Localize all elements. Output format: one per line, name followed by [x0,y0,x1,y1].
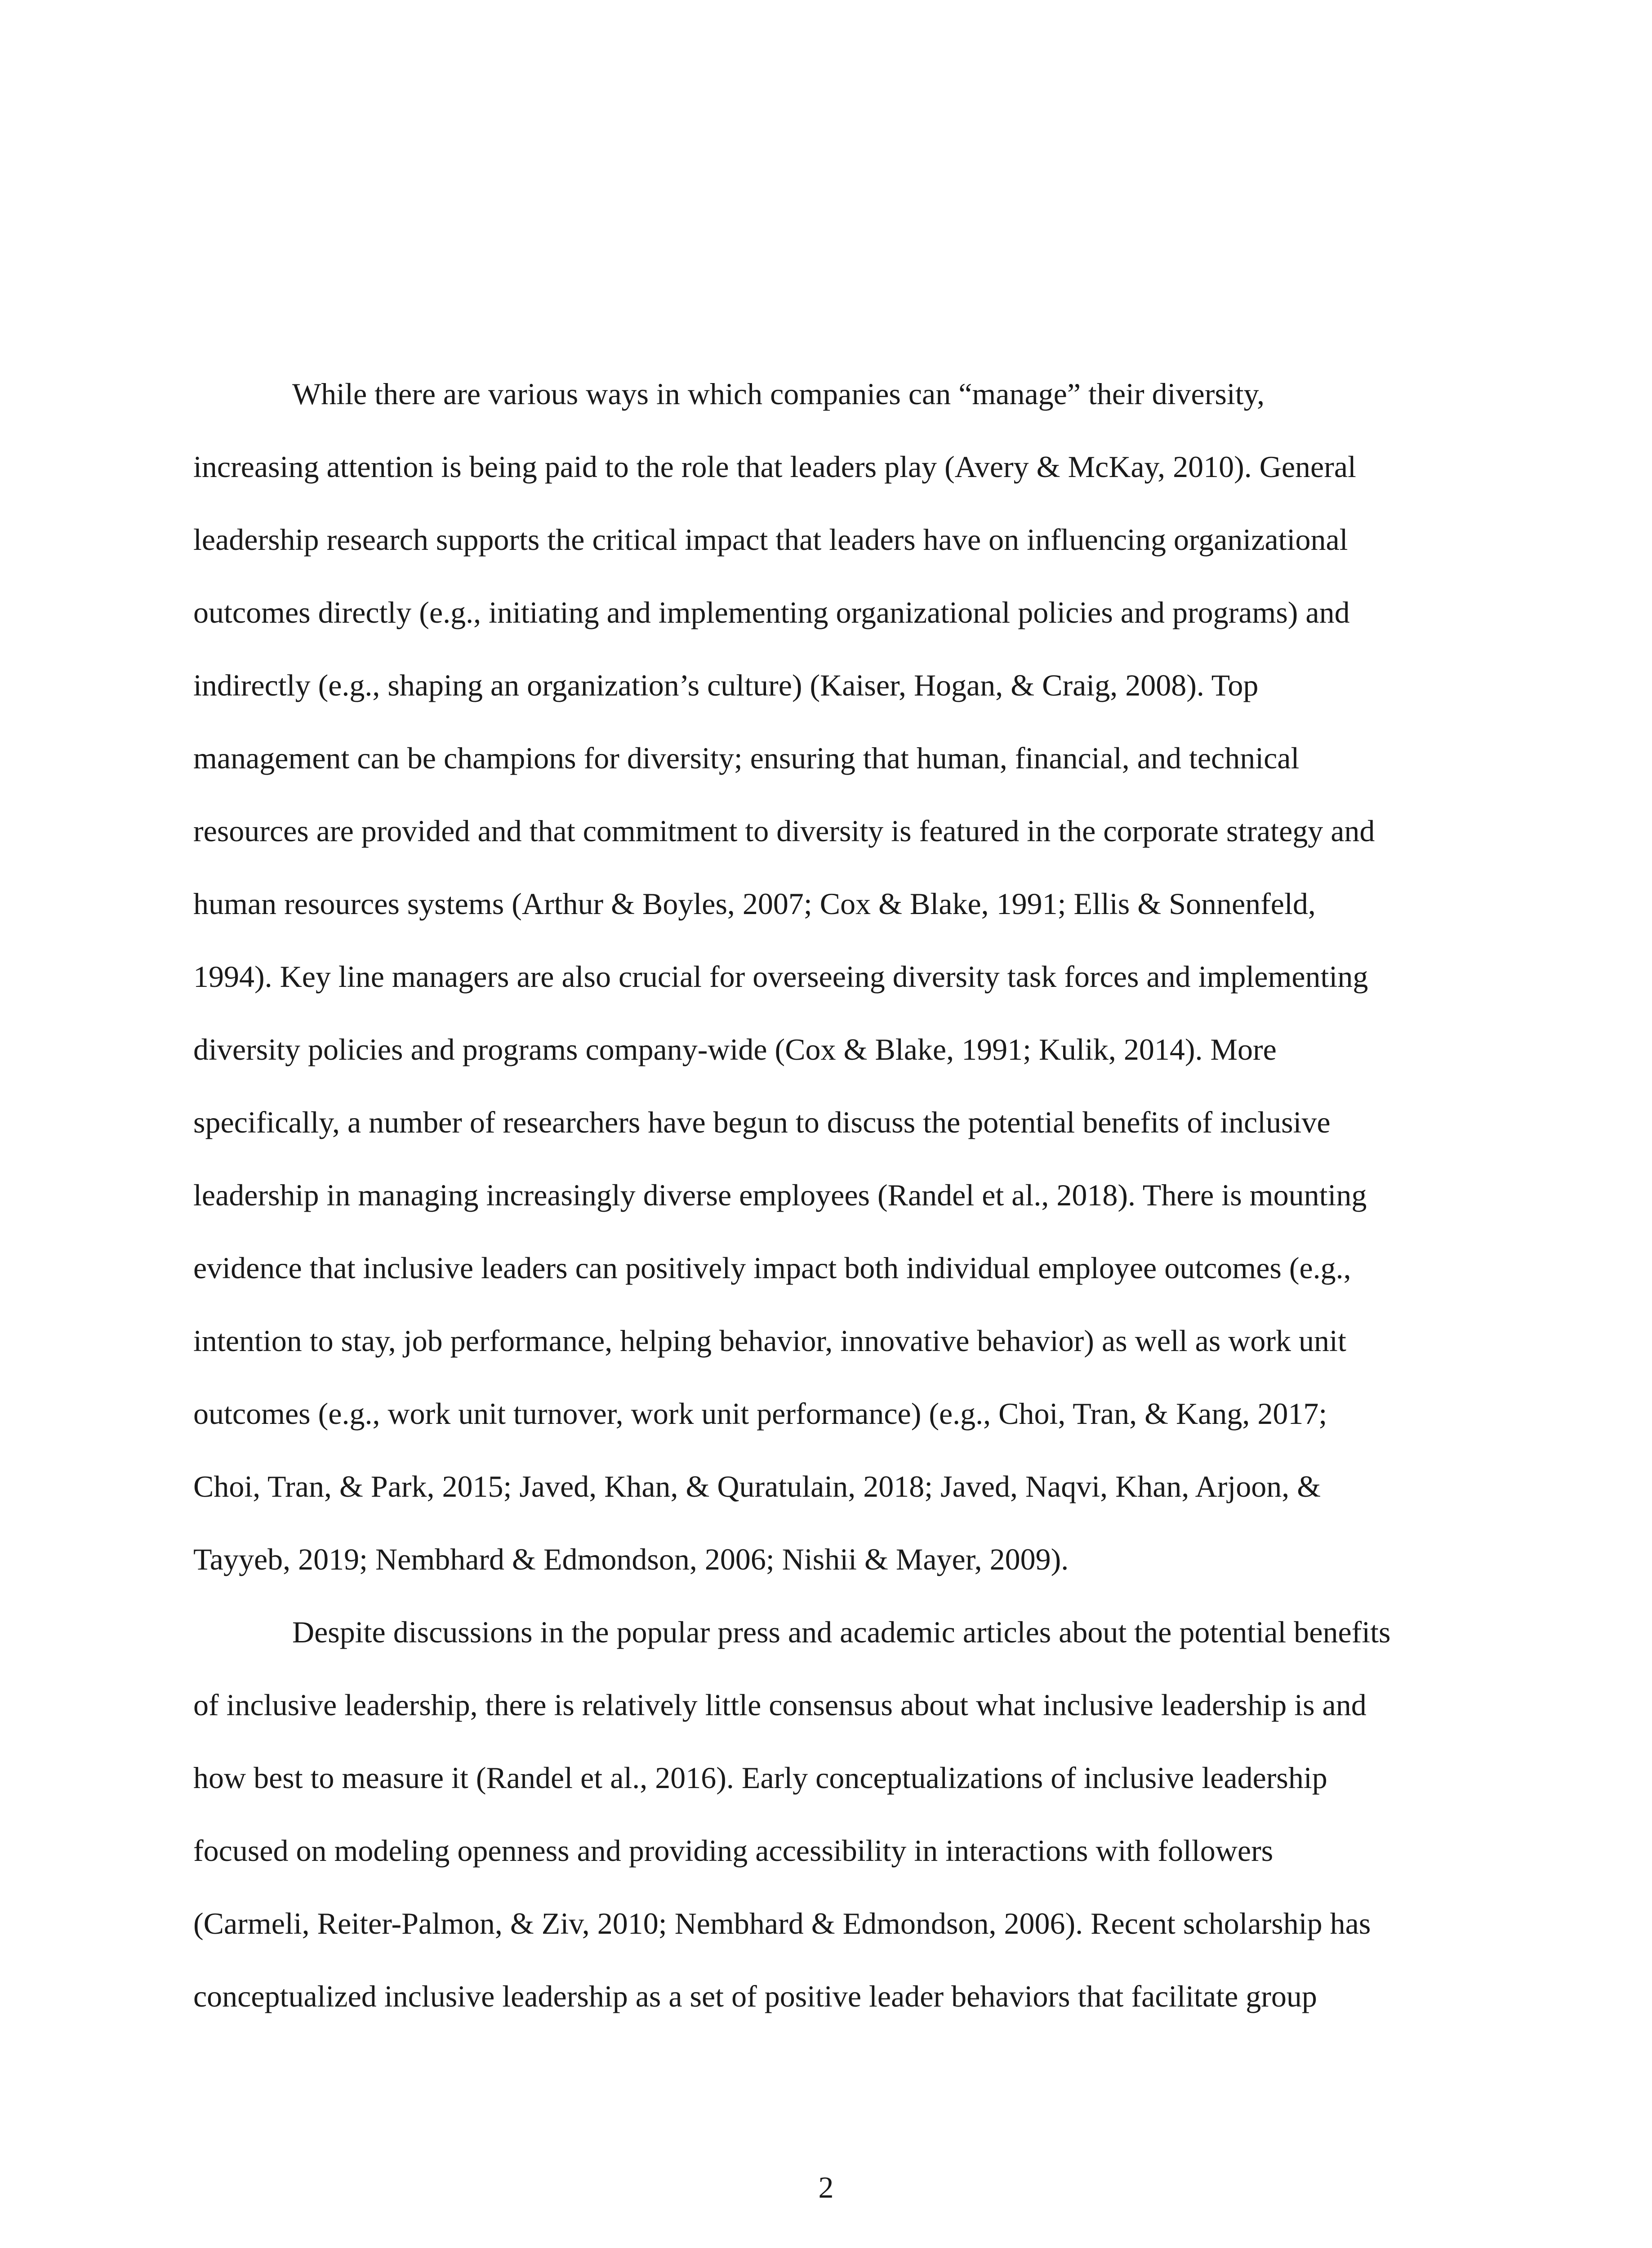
paragraph-1 [193,357,1456,1596]
text-line: leadership research supports the critical impact that leaders have on influencing organizational [193,522,1348,557]
text-line: Tayyeb, 2019; Nembhard & Edmondson, 2006; Nishii & Mayer, 2009). [193,1542,1069,1576]
text-line: outcomes (e.g., work unit turnover, work unit performance) (e.g., Choi, Tran, & Kang, 2017; [193,1396,1327,1431]
text-line: specifically, a number of researchers have begun to discuss the potential benefits of inclusive [193,1105,1331,1139]
text-line: evidence that inclusive leaders can positively impact both individual employee outcomes (e.g., [193,1251,1351,1285]
text-line: conceptualized inclusive leadership as a set of positive leader behaviors that facilitate group [193,1979,1317,2013]
text-line: indirectly (e.g., shaping an organization’s culture) (Kaiser, Hogan, & Craig, 2008). Top [193,668,1259,702]
text-line: diversity policies and programs company-wide (Cox & Blake, 1991; Kulik, 2014). More [193,1032,1277,1066]
text-line: outcomes directly (e.g., initiating and implementing organizational policies and programs) and [193,595,1350,629]
text-line: human resources systems (Arthur & Boyles, 2007; Cox & Blake, 1991; Ellis & Sonnenfeld, [193,887,1316,921]
text-line: of inclusive leadership, there is relatively little consensus about what inclusive leadership is and [193,1688,1367,1722]
page-number: 2 [818,2170,834,2204]
text-line: how best to measure it (Randel et al., 2016). Early conceptualizations of inclusive leadership [193,1761,1327,1795]
text-line: Choi, Tran, & Park, 2015; Javed, Khan, & Quratulain, 2018; Javed, Naqvi, Khan, Arjoon, & [193,1469,1321,1503]
text-line: resources are provided and that commitment to diversity is featured in the corporate strategy and [193,814,1375,848]
text-line: management can be champions for diversity; ensuring that human, financial, and technical [193,741,1300,775]
text-line: increasing attention is being paid to the role that leaders play (Avery & McKay, 2010). General [193,450,1356,484]
text-line: While there are various ways in which companies can “manage” their diversity, [292,377,1265,411]
text-line: focused on modeling openness and providing accessibility in interactions with followers [193,1833,1274,1868]
body-text [193,357,1456,2033]
text-line: leadership in managing increasingly diverse employees (Randel et al., 2018). There is mounting [193,1178,1367,1212]
text-line: intention to stay, job performance, helping behavior, innovative behavior) as well as work unit [193,1324,1346,1358]
text-line: (Carmeli, Reiter-Palmon, & Ziv, 2010; Nembhard & Edmondson, 2006). Recent scholarship has [193,1906,1371,1940]
text-line: 1994). Key line managers are also crucial for overseeing diversity task forces and implementing [193,959,1368,994]
paragraph-2 [193,1596,1456,2033]
text-line: Despite discussions in the popular press and academic articles about the potential benefits [292,1615,1391,1649]
